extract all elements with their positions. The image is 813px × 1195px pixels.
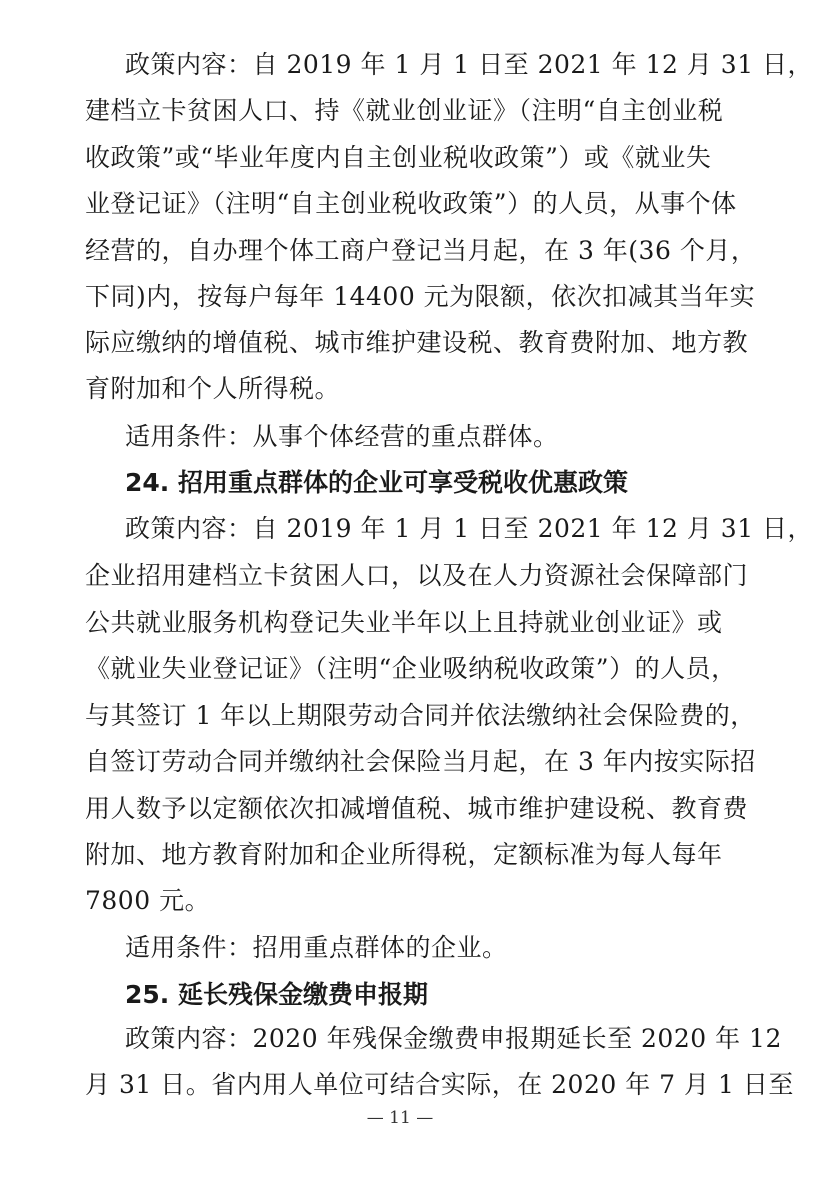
- s24-line-9: 7800 元。: [85, 886, 211, 915]
- s23-line-4: 业登记证》（注明“自主创业税收政策”）的人员，从事个体: [85, 189, 737, 218]
- s23-line-5: 经营的，自办理个体工商户登记当月起，在 3 年(36 个月，: [85, 236, 757, 265]
- section-25-heading: 25. 延长残保金缴费申报期: [125, 980, 428, 1009]
- s23-line-3: 收政策”或“毕业年度内自主创业税收政策”）或《就业失: [85, 143, 712, 172]
- s23-line-7: 际应缴纳的增值税、城市维护建设税、教育费附加、地方教: [85, 328, 749, 357]
- s23-line-1: 政策内容：自 2019 年 1 月 1 日至 2021 年 12 月 31 日，: [125, 50, 813, 79]
- s24-line-7: 用人数予以定额依次扣减增值税、城市维护建设税、教育费: [85, 794, 749, 823]
- section-24-heading: 24. 招用重点群体的企业可享受税收优惠政策: [125, 468, 628, 497]
- page-number: — 11 —: [366, 1108, 434, 1128]
- s24-line-3: 公共就业服务机构登记失业半年以上且持就业创业证》或: [85, 608, 723, 637]
- s24-line-2: 企业招用建档立卡贫困人口，以及在人力资源社会保障部门: [85, 561, 749, 590]
- s24-line-4: 《就业失业登记证》（注明“企业吸纳税收政策”）的人员，: [85, 654, 737, 683]
- s24-line-6: 自签订劳动合同并缴纳社会保险当月起，在 3 年内按实际招: [85, 747, 756, 776]
- s24-condition: 适用条件：招用重点群体的企业。: [125, 933, 508, 962]
- s23-line-8: 育附加和个人所得税。: [85, 374, 341, 403]
- s23-line-6: 下同)内，按每户每年 14400 元为限额，依次扣减其当年实: [85, 282, 756, 311]
- s24-line-8: 附加、地方教育附加和企业所得税，定额标准为每人每年: [85, 840, 723, 869]
- s25-line-2: 月 31 日。省内用人单位可结合实际，在 2020 年 7 月 1 日至: [85, 1070, 794, 1099]
- s25-line-1: 政策内容：2020 年残保金缴费申报期延长至 2020 年 12: [125, 1024, 782, 1053]
- s23-line-2: 建档立卡贫困人口、持《就业创业证》（注明“自主创业税: [85, 96, 724, 125]
- s23-condition: 适用条件：从事个体经营的重点群体。: [125, 422, 559, 451]
- s24-line-1: 政策内容：自 2019 年 1 月 1 日至 2021 年 12 月 31 日，: [125, 514, 813, 543]
- s24-line-5: 与其签订 1 年以上期限劳动合同并依法缴纳社会保险费的，: [85, 701, 756, 730]
